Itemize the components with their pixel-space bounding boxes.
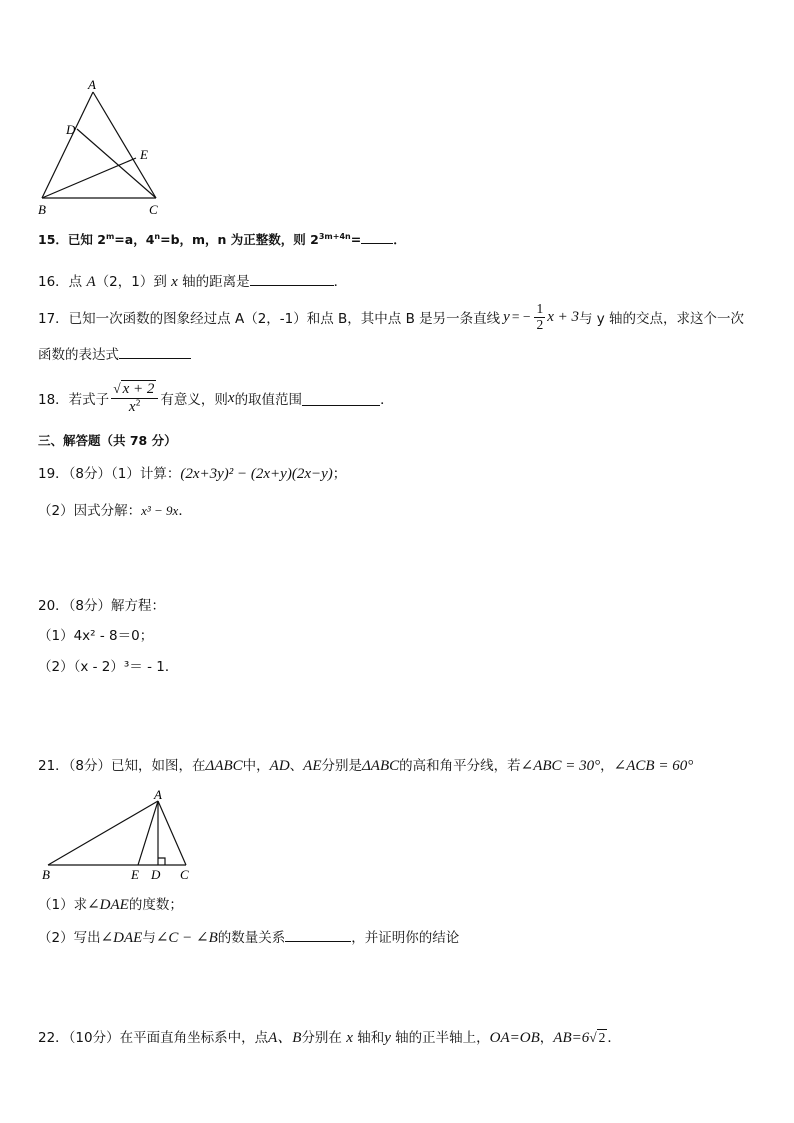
label-b: B [42, 867, 50, 882]
label-c: C [180, 867, 189, 882]
question-21: 21．（8分）已知，如图，在ΔABC中，AD、AE分别是ΔABC的高和角平分线，若∠ABC = 30°，∠ACB = 60° [38, 758, 694, 774]
label-b: B [38, 202, 46, 217]
triangle-figure-2 [38, 788, 198, 882]
question-21-part2: （2）写出∠DAE与∠C − ∠B的数量关系 ，并证明你的结论 [38, 926, 459, 947]
edge-ac [158, 801, 186, 865]
answer-blank-18[interactable] [302, 391, 380, 406]
answer-blank-15[interactable] [361, 229, 393, 244]
label-e: E [131, 867, 139, 882]
question-16: 16．点 A（2，1）到 x 轴的距离是 ． [38, 270, 347, 291]
answer-blank-17[interactable] [119, 344, 191, 359]
question-20: 20．（8分）解方程： [38, 598, 166, 614]
question-15: 15．已知 $2^m=a$，$4^n=b$，m，n 为正整数，则 $2^{3m+4n}=$ ． [38, 229, 406, 248]
question-19-part2: （2）因式分解：x³ − 9x． [38, 503, 192, 519]
triangle-figure-1 [30, 78, 180, 218]
segment-dc [77, 129, 156, 198]
label-c: C [149, 202, 158, 217]
answer-blank-21[interactable] [285, 927, 351, 942]
edge-ab [42, 92, 93, 198]
edge-ac [93, 92, 156, 198]
label-a: A [88, 78, 96, 92]
answer-blank-16[interactable] [250, 271, 334, 286]
label-d: D [66, 122, 76, 137]
question-17: 17．已知一次函数的图象经过点 A（2，-1）和点 B，其中点 B 是另一条直线 y = − $\frac{1}{2}$ x + 3 与 y 轴的交点，求这个一次 [38, 300, 745, 332]
question-17-line2: 函数的表达式 [38, 343, 191, 363]
right-angle-mark [158, 858, 165, 865]
segment-be [42, 158, 136, 198]
question-20-part2: （2）（x - 2）³＝ - 1． [38, 659, 179, 675]
question-21-part1: （1）求∠DAE的度数； [38, 897, 183, 913]
question-20-part1: （1）4x² - 8＝0； [38, 628, 154, 644]
label-e: E [140, 147, 148, 162]
question-22: 22．（10分）在平面直角坐标系中，点A、B分别在 x 轴和y 轴的正半轴上，OA=OB，AB=6√ 2 ． [38, 1030, 621, 1046]
label-d: D [151, 867, 161, 882]
label-a: A [154, 788, 162, 802]
question-18: 18．若式子 $\frac{√ x + 2}{x^2}$ 有意义，则 x 的取值范围 ． [38, 381, 394, 415]
section-3-heading: 三、解答题（共 78 分） [38, 433, 177, 448]
question-19: 19．（8分）（1）计算：(2x+3y)² − (2x+y)(2x−y)； [38, 466, 347, 482]
